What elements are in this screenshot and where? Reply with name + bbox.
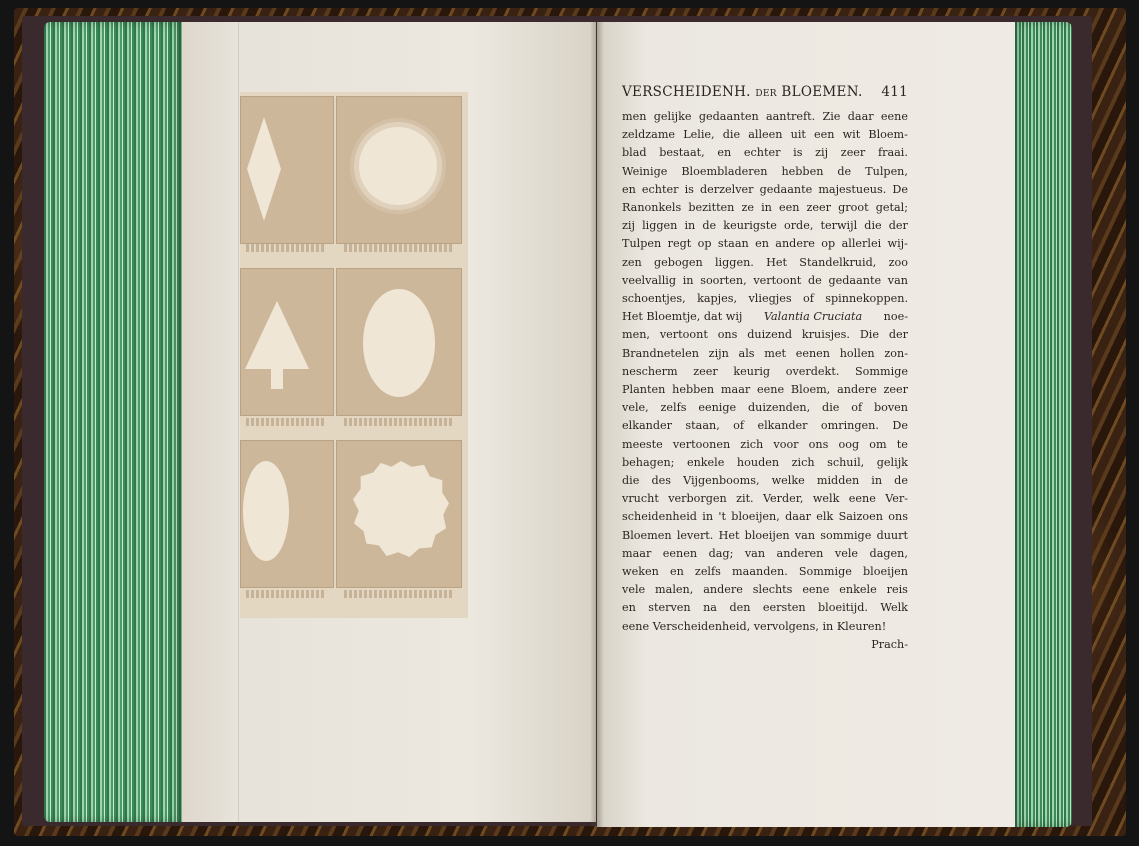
- word: gedaante: [759, 182, 813, 196]
- word: boven: [873, 401, 908, 415]
- word: duizend: [747, 328, 793, 342]
- word: vele,: [622, 401, 649, 415]
- word: die: [722, 128, 741, 142]
- word: en: [717, 146, 732, 160]
- word: andere: [837, 383, 877, 397]
- word: maar: [720, 383, 751, 397]
- word: de: [894, 474, 908, 488]
- word: of: [733, 419, 745, 433]
- italic-plant-name: Valantia Cruciata: [763, 310, 863, 324]
- word: Tulpen,: [865, 164, 908, 178]
- word: sterven: [648, 601, 691, 615]
- word: van: [744, 546, 766, 560]
- word: Welk: [880, 601, 908, 615]
- text-line: [622, 181, 908, 199]
- word: der: [888, 328, 908, 342]
- word: is: [684, 182, 694, 196]
- running-head: [622, 84, 908, 100]
- scalloped-flower-shape: [353, 461, 449, 557]
- word: is: [793, 146, 803, 160]
- word: weken: [622, 565, 659, 579]
- word: Bloem,: [790, 383, 831, 397]
- word: zeer: [693, 364, 718, 378]
- word: Lelie,: [683, 128, 715, 142]
- word: De: [892, 182, 908, 196]
- word: liggen.: [714, 255, 754, 269]
- word: Het: [766, 255, 787, 269]
- left-page-edges: [44, 22, 184, 822]
- word: of: [802, 292, 814, 306]
- word: aantreft.: [765, 110, 816, 123]
- text-line: [622, 254, 908, 272]
- word: uit: [790, 128, 806, 142]
- word: van: [887, 273, 908, 287]
- text-line: [622, 563, 908, 581]
- word: levert.: [676, 528, 714, 542]
- word: Vijgenbooms,: [683, 474, 760, 488]
- catchword: Prach-: [871, 637, 908, 651]
- plate-caption: [344, 590, 454, 598]
- word: zeldzame: [622, 128, 676, 142]
- word: nescherm: [622, 364, 678, 378]
- word: De: [892, 419, 908, 433]
- word: zon-: [884, 346, 908, 360]
- word: elkander: [757, 419, 808, 433]
- ellipse-shape: [243, 461, 289, 561]
- word: echter: [743, 146, 781, 160]
- word: eene: [848, 492, 876, 506]
- text-line: [622, 345, 908, 363]
- text-line: [622, 290, 908, 308]
- word: alleen: [748, 128, 783, 142]
- word: meeste: [622, 437, 663, 451]
- word: welk: [812, 492, 840, 506]
- word: de: [702, 219, 717, 233]
- word: en: [622, 182, 636, 196]
- word: eenige: [698, 401, 737, 415]
- word: eenen: [795, 346, 830, 360]
- word: slechts: [752, 583, 793, 597]
- word: wit: [842, 128, 861, 142]
- word: in: [761, 201, 772, 215]
- text-line: [622, 217, 908, 235]
- text-line: [622, 436, 908, 454]
- word: eersten: [762, 601, 806, 615]
- word: als: [738, 346, 755, 360]
- word: dag;: [708, 546, 734, 560]
- word: in: [871, 474, 883, 488]
- word: zoo: [888, 255, 908, 269]
- word: enkele: [686, 455, 725, 469]
- word: oog: [838, 437, 860, 451]
- word: duurt: [876, 528, 908, 542]
- plate-panel-flower: [336, 440, 462, 588]
- text-line: [622, 363, 908, 381]
- word: zij: [622, 219, 635, 233]
- word: wij-: [887, 237, 908, 251]
- word: maar: [622, 546, 652, 560]
- word: in: [682, 273, 694, 287]
- right-page-edges: [1012, 22, 1072, 827]
- word: met: [764, 346, 786, 360]
- word: zit.: [736, 492, 754, 506]
- word: groot: [838, 201, 869, 215]
- word: Saizoen: [838, 510, 883, 524]
- word: op: [697, 237, 712, 251]
- text-line: [622, 545, 908, 563]
- word: elkander: [622, 419, 672, 433]
- text-line-end: noe-: [883, 310, 908, 324]
- text-line: [622, 454, 908, 472]
- word: majestueus.: [818, 182, 887, 196]
- text-line: [622, 108, 908, 126]
- word: eene: [757, 383, 785, 397]
- word: keurigste: [723, 219, 777, 233]
- word: duizenden,: [747, 401, 811, 415]
- word: Sommige: [855, 364, 908, 378]
- word: die: [864, 219, 882, 233]
- word: midden: [816, 474, 860, 488]
- word: liggen: [642, 219, 678, 233]
- text-line: [622, 272, 908, 290]
- word: Verder,: [762, 492, 804, 506]
- word: zich: [791, 455, 815, 469]
- word: spinnekoppen.: [825, 292, 908, 306]
- book-gutter: [590, 22, 604, 827]
- word: malen,: [655, 583, 694, 597]
- word: schoentjes,: [622, 292, 686, 306]
- word: bezitten: [688, 201, 735, 215]
- lens-shape: [247, 117, 281, 221]
- word: en: [669, 565, 684, 579]
- word: scheidenheid: [622, 510, 697, 524]
- word: vele: [622, 583, 646, 597]
- word: in: [684, 219, 696, 233]
- word: of: [851, 401, 863, 415]
- word: Planten: [622, 383, 666, 397]
- text-line: [622, 508, 908, 526]
- word: gelijk: [876, 455, 908, 469]
- word: gelijke: [653, 110, 692, 123]
- word: gebogen: [654, 255, 703, 269]
- text-line: [622, 490, 908, 508]
- word: sommige: [820, 528, 872, 542]
- plate-caption: [246, 418, 326, 426]
- word: orde,: [783, 219, 814, 233]
- word: Brandnetelen: [622, 346, 699, 360]
- word: eenen: [662, 546, 698, 560]
- word: bloeitijd.: [818, 601, 868, 615]
- word: terwijl: [820, 219, 858, 233]
- word: die: [822, 401, 840, 415]
- stem-shape: [271, 367, 283, 389]
- word: de: [808, 273, 822, 287]
- plate-panel-ellipse: [240, 440, 334, 588]
- word: behagen;: [622, 455, 675, 469]
- word: een: [778, 201, 800, 215]
- word: kapjes,: [697, 292, 738, 306]
- word: andere: [703, 583, 743, 597]
- word: elk: [816, 510, 834, 524]
- word: des: [651, 474, 671, 488]
- word: allerlei: [841, 237, 882, 251]
- sun-shape: [359, 127, 437, 205]
- word: ons: [717, 328, 738, 342]
- word: bestaat,: [659, 146, 705, 160]
- word: ons: [808, 437, 829, 451]
- word: eene: [880, 110, 908, 123]
- word: zeer: [883, 383, 908, 397]
- word: overdekt.: [785, 364, 840, 378]
- word: gedaanten: [698, 110, 759, 123]
- text-line: [622, 199, 908, 217]
- word: Het: [718, 528, 740, 542]
- word: te: [896, 437, 908, 451]
- text-line: [622, 472, 908, 490]
- word: zijn: [708, 346, 729, 360]
- plate-illustration: [240, 92, 468, 618]
- word: blad: [622, 146, 647, 160]
- text-line-start: Het Bloemtje, dat wij: [622, 310, 743, 324]
- triangle-shape: [245, 301, 309, 369]
- word: hebben: [672, 383, 715, 397]
- word: en: [622, 601, 636, 615]
- word: getal;: [875, 201, 908, 215]
- word: vertoont: [753, 273, 802, 287]
- running-head-title: VERSCHEIDENH. DER BLOEMEN.: [622, 84, 863, 100]
- word: Ranonkels: [622, 201, 682, 215]
- plate-caption: [344, 244, 454, 252]
- word: bloeijen: [744, 528, 790, 542]
- plate-panel-lens: [240, 96, 334, 244]
- word: soorten,: [700, 273, 747, 287]
- word: Standelkruid,: [799, 255, 877, 269]
- word: zelfs: [660, 401, 687, 415]
- word: daar: [847, 110, 874, 123]
- plate-panel-oval: [336, 268, 462, 416]
- word: enkele: [839, 583, 877, 597]
- word: hebben: [781, 164, 824, 178]
- text-line: [622, 417, 908, 435]
- text-line: [622, 527, 908, 545]
- text-line: [622, 399, 908, 417]
- word: derzelver: [700, 182, 754, 196]
- word: vertoonen: [672, 437, 731, 451]
- word: vele: [834, 546, 859, 560]
- word: hollen: [839, 346, 875, 360]
- word: vertoont: [659, 328, 708, 342]
- plate-caption: [246, 244, 326, 252]
- word: reis: [886, 583, 908, 597]
- plate-panel-sun: [336, 96, 462, 244]
- word: Die: [859, 328, 879, 342]
- plate-caption: [344, 418, 454, 426]
- word: Bloem-: [868, 128, 908, 142]
- word: en: [755, 237, 769, 251]
- body-paragraph: [622, 108, 908, 636]
- word: de: [837, 164, 852, 178]
- word: zen: [622, 255, 642, 269]
- word: echter: [641, 182, 679, 196]
- word: daar: [785, 510, 811, 524]
- word: zeer: [806, 201, 832, 215]
- word: der: [888, 219, 908, 233]
- word: omringen.: [820, 419, 879, 433]
- word: voor: [773, 437, 799, 451]
- word: na: [703, 601, 717, 615]
- word: gedaante: [828, 273, 882, 287]
- word: om: [869, 437, 887, 451]
- word: vliegjes: [748, 292, 792, 306]
- word: vrucht: [622, 492, 659, 506]
- text-line: [622, 381, 908, 399]
- text-line-with-italic: [622, 308, 908, 326]
- word: kruisjes.: [801, 328, 850, 342]
- word: Weinige: [622, 164, 668, 178]
- word: Bloembladeren: [681, 164, 768, 178]
- word: bloeijen,: [731, 510, 780, 524]
- word: staan,: [685, 419, 720, 433]
- word: die: [622, 474, 640, 488]
- word: regt: [667, 237, 692, 251]
- text-line: eene Verscheidenheid, vervolgens, in Kleuren!: [622, 619, 887, 633]
- right-page-text: [622, 84, 908, 651]
- word: maanden.: [732, 565, 788, 579]
- plate-panel-tree: [240, 268, 334, 416]
- word: den: [729, 601, 751, 615]
- word: Bloemen: [622, 528, 672, 542]
- word: van: [794, 528, 816, 542]
- text-line: [622, 599, 908, 617]
- word: verborgen: [668, 492, 727, 506]
- page-number: 411: [881, 84, 908, 100]
- word: dagen,: [869, 546, 908, 560]
- word: op: [821, 237, 836, 251]
- word: welke: [771, 474, 805, 488]
- word: in: [702, 510, 714, 524]
- word: anderen: [776, 546, 824, 560]
- word: Zie: [822, 110, 841, 123]
- word: ons: [888, 510, 908, 524]
- word: ze: [741, 201, 754, 215]
- word: houden: [736, 455, 780, 469]
- word: zelfs: [694, 565, 721, 579]
- plate-caption: [246, 590, 326, 598]
- word: men,: [622, 328, 650, 342]
- word: andere: [775, 237, 815, 251]
- word: bloeijen: [863, 565, 908, 579]
- word: zij: [815, 146, 829, 160]
- word: zeer: [840, 146, 866, 160]
- text-line: [622, 581, 908, 599]
- text-line: [622, 326, 908, 344]
- word: schuil,: [827, 455, 865, 469]
- oval-shape: [363, 289, 435, 397]
- left-page-margin: [182, 22, 239, 822]
- text-line: [622, 163, 908, 181]
- word: Ver-: [885, 492, 908, 506]
- word: Tulpen: [622, 237, 662, 251]
- word: fraai.: [877, 146, 908, 160]
- word: zich: [740, 437, 764, 451]
- word: veelvallig: [622, 273, 677, 287]
- word: eene: [802, 583, 830, 597]
- text-line: [622, 235, 908, 253]
- text-line: [622, 144, 908, 162]
- word: keurig: [733, 364, 771, 378]
- word: 't: [718, 510, 726, 524]
- word: staan: [717, 237, 749, 251]
- text-line: [622, 126, 908, 144]
- word: men: [622, 110, 647, 123]
- word: een: [814, 128, 835, 142]
- word: Sommige: [798, 565, 852, 579]
